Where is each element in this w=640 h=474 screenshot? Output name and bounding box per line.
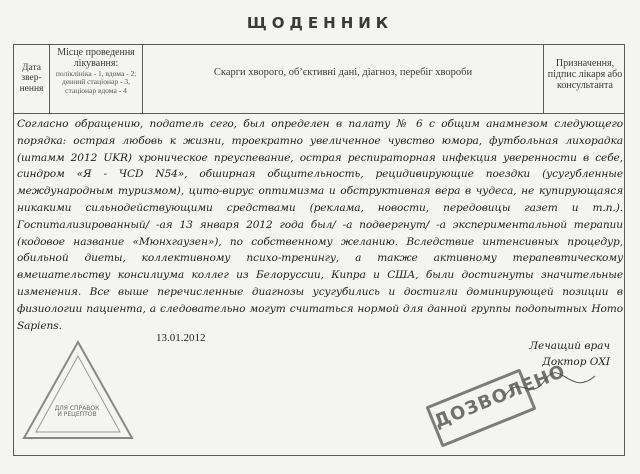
triangle-stamp [20, 338, 136, 442]
header-divider [49, 45, 50, 113]
header-place-sub: поліклініка - 1, вдома - 2, денний стаціонар - 3, стаціонар вдома - 4 [55, 69, 137, 95]
header-prescription: Призначення, підпис лікаря або консультанта [547, 58, 623, 91]
header-place [51, 47, 141, 95]
signature-name: Доктор ОХІ [542, 356, 610, 368]
triangle-stamp-text: ДЛЯ СПРАВОК И РЕЦЕПТОВ [54, 405, 100, 419]
header-complaints: Скарги хворого, об’єктивні дані, діагноз, перебіг хвороби [213, 67, 473, 78]
header-divider [543, 45, 544, 113]
header-divider [142, 45, 143, 113]
header-place-main: Місце проведення лікування: [57, 47, 135, 69]
diary-entry-text: Согласно обращению, податель сего, был определен в палату № 6 с общим анамнезом следующего порядка: острая любовь к жизни, троекратно увеличенное чувство юмора, футбольная лихорадка (штамм 2012 UKR) хроническое преуспевание, острая респираторная инфекция уверенности в себе, синдром «Я - ЧСD N54», обширная общительность, рецидивирующие поездки (усугубленные международным туризмом), цито-вирус оптимизма и обструктивная вера в чудеса, не купирующаяся никакими сильнодействующими средствами (реклама, новости, передовицы газет и т.п.). Госпитализированный/ -ая 13 января 2012 года был/ -а подвергнут/ -а экспериментальной терапии (кодовое название «Мюнхгаузен»), по собственному желанию. Вследствие интенсивных процедур, обильной диеты, коллективному психо-тренингу, а также активному терапевтическому вмешательству консилиума коллег из Белоруссии, Кипра и США, были достигнуты значительные изменения. Все выше перечисленные диагнозы усугубились и достигли доминирующей позиции в физиологии пациента, а следовательно могут считаться нормой для данной группы подопытных Homo Sapiens. [17, 118, 623, 332]
header-date: Дата звер-нення [19, 63, 44, 94]
approval-stamp: ДОЗВОЛЕНО [425, 368, 536, 447]
page-title: ЩОДЕННИК [246, 14, 394, 32]
entry-date: 13.01.2012 [156, 332, 206, 344]
header-bottom-line [14, 113, 624, 114]
signature-title: Лечащий врач [529, 340, 610, 352]
